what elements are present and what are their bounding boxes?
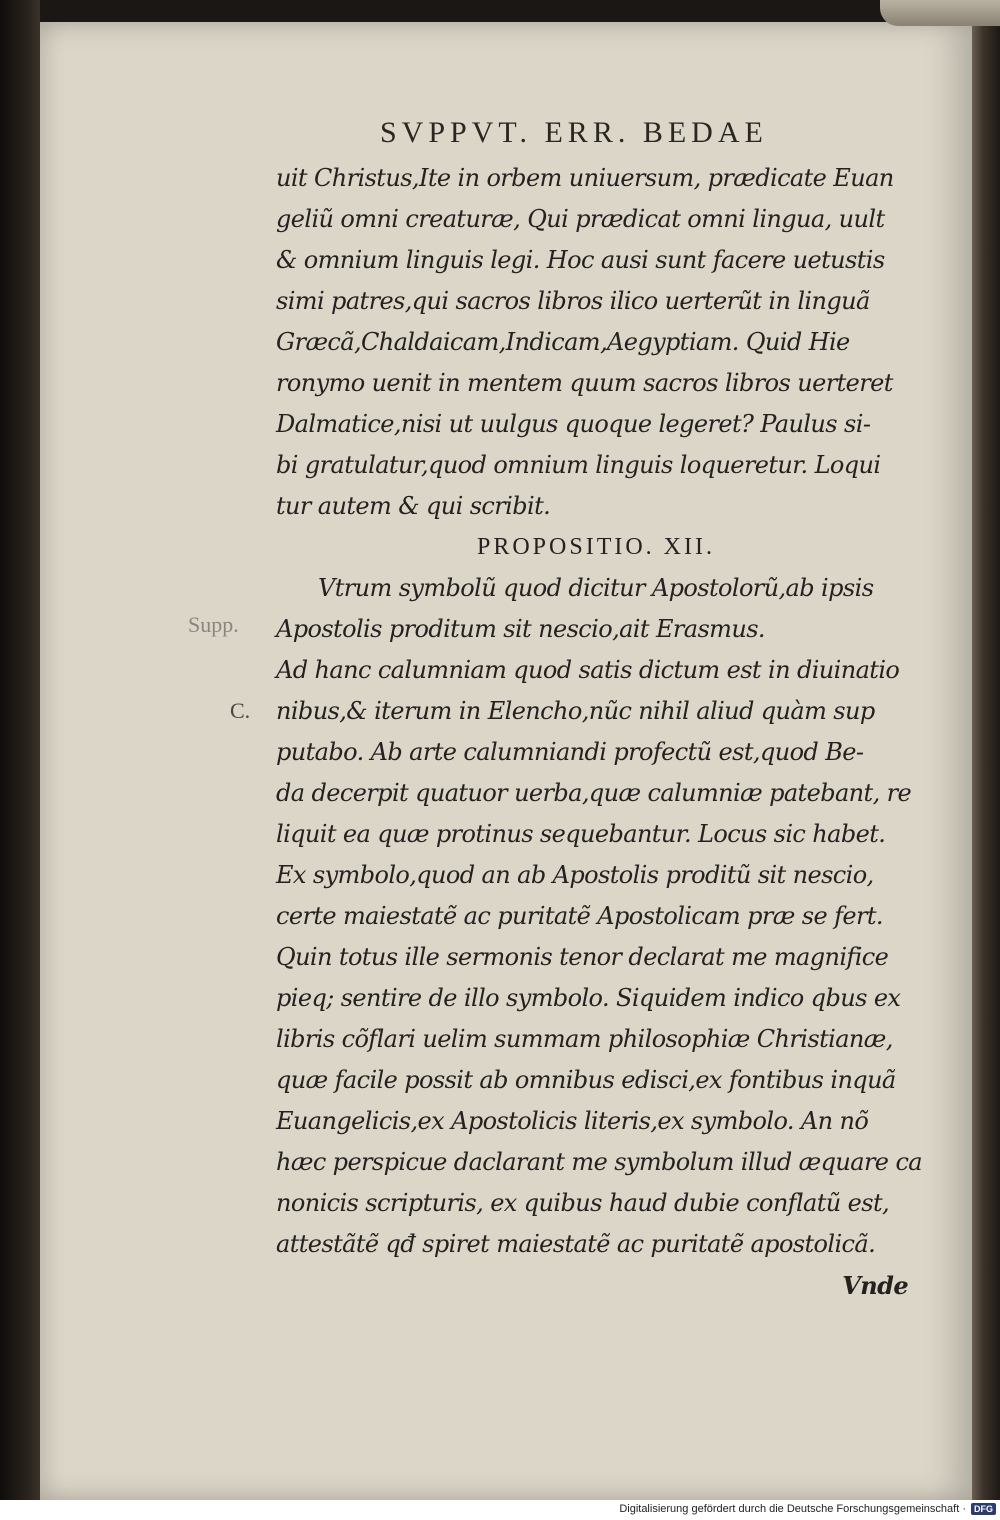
text-line: da decerpit quatuor uerba,quæ calumniæ patebant, re	[276, 779, 912, 807]
text-line: attestãtẽ qđ spiret maiestatẽ ac puritatẽ apostolicã.	[276, 1230, 876, 1258]
text-line: quæ facile possit ab omnibus edisci,ex fontibus inquã	[276, 1066, 896, 1094]
text-line: geliũ omni creaturæ, Qui prædicat omni lingua, uult	[276, 205, 885, 233]
text-line: hæc perspicue daclarant me symbolum illud æquare ca	[276, 1148, 922, 1176]
text-line: bi gratulatur,quod omnium linguis loqueretur. Loqui	[276, 451, 881, 479]
text-line: & omnium linguis legi. Hoc ausi sunt facere uetustis	[276, 246, 885, 274]
dfg-logo: DFG	[971, 1503, 996, 1515]
text-line: nonicis scripturis, ex quibus haud dubie conflatũ est,	[276, 1189, 890, 1217]
book-spine-shadow	[0, 0, 40, 1500]
text-line: nibus,& iterum in Elencho,nũc nihil aliud quàm sup	[276, 697, 875, 725]
catchword: Vnde	[842, 1271, 908, 1300]
section-heading: PROPOSITIO. XII.	[476, 534, 715, 560]
text-line: Vtrum symbolũ quod dicitur Apostolorũ,ab ipsis	[318, 574, 874, 602]
text-line: Apostolis proditum sit nescio,ait Erasmus.	[276, 615, 765, 643]
text-line: uit Christus,Ite in orbem uniuersum, prædicate Euan	[276, 164, 894, 192]
running-title: SVPPVT. ERR. BEDAE	[380, 116, 768, 149]
text-line: Ad hanc calumniam quod satis dictum est in diuinatio	[276, 656, 900, 684]
text-line: certe maiestatẽ ac puritatẽ Apostolicam præ se fert.	[276, 902, 883, 930]
text-line: libris cõflari uelim summam philosophiæ Christianæ,	[276, 1025, 893, 1053]
text-line: Græcã,Chaldaicam,Indicam,Aegyptiam. Quid Hie	[276, 328, 850, 356]
text-line: tur autem & qui scribit.	[276, 492, 551, 520]
text-line: ronymo uenit in mentem quum sacros libros uerteret	[276, 369, 893, 397]
text-line: Euangelicis,ex Apostolicis literis,ex symbolo. An nõ	[276, 1107, 869, 1135]
footer-credit: Digitalisierung gefördert durch die Deutsche Forschungsgemeinschaft ·	[619, 1503, 966, 1515]
text-line: Dalmatice,nisi ut uulgus quoque legeret? Paulus si-	[276, 410, 871, 438]
text-line: pieq; sentire de illo symbolo. Siquidem indico qbus ex	[276, 984, 901, 1012]
text-line: putabo. Ab arte calumniandi profectũ est,quod Be-	[276, 738, 864, 766]
body-text	[276, 158, 922, 1306]
digitization-footer	[0, 1500, 1000, 1520]
page-edge-shadow	[972, 0, 1000, 1500]
text-line: Ex symbolo,quod an ab Apostolis proditũ sit nescio,	[276, 861, 874, 889]
margin-note-c: C.	[230, 698, 251, 723]
text-line: Quin totus ille sermonis tenor declarat me magnifice	[276, 943, 889, 971]
text-line: simi patres,qui sacros libros ilico uerterũt in linguã	[276, 287, 870, 315]
torn-corner	[880, 0, 1000, 26]
text-line: liquit ea quæ protinus sequebantur. Locus sic habet.	[276, 820, 886, 848]
margin-note-supp: Supp.	[188, 612, 239, 637]
